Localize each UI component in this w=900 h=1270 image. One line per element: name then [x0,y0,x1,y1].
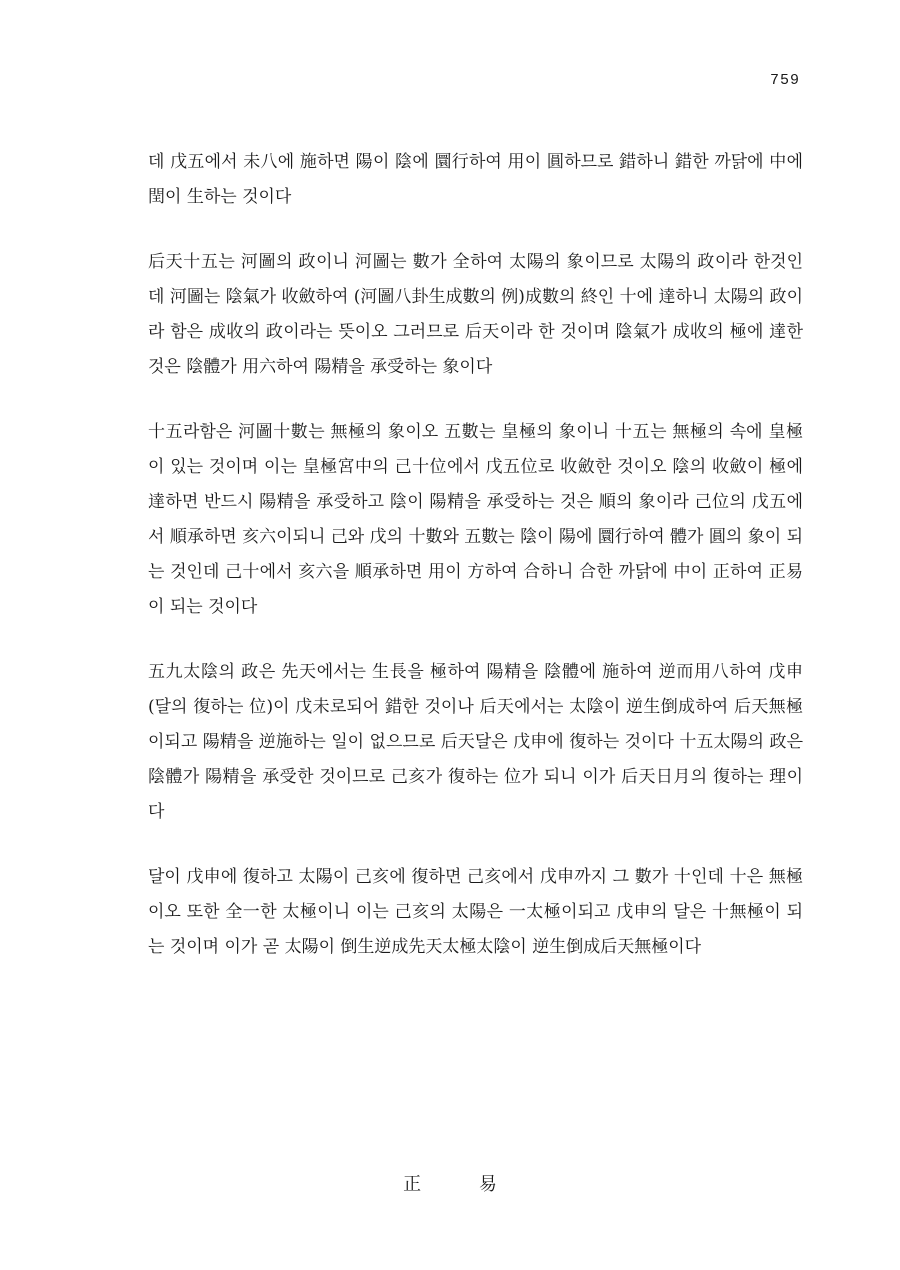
document-body [148,145,803,995]
page-footer-title: 正 易 [403,1174,523,1195]
page-number: 759 [769,72,800,89]
paragraph-1: 데 戊五에서 未八에 施하면 陽이 陰에 圜行하여 用이 圓하므로 錯하니 錯한 까닭에 中에 閏이 生하는 것이다 [148,152,803,207]
paragraph-3: 十五라함은 河圖十數는 無極의 象이오 五數는 皇極의 象이니 十五는 無極의 속에 皇極이 있는 것이며 이는 皇極宮中의 己十位에서 戊五位로 收斂한 것이오 陰의 收斂이 極에 達하면 반드시 陽精을 承受하고 陰이 陽精을 承受하는 것은 順의 象이라 己位의 戊五에서 順承하면 亥六이되니 己와 戊의 十數와 五數는 陰이 陽에 圜行하여 體가 圓의 象이 되는 것인데 己十에서 亥六을 順承하면 用이 方하여 合하니 合한 까닭에 中이 正하여 正易이 되는 것이다 [148,422,803,617]
paragraph-2: 后天十五는 河圖의 政이니 河圖는 數가 全하여 太陽의 象이므로 太陽의 政이라 한것인데 河圖는 陰氣가 收斂하여 (河圖八卦生成數의 例)成數의 終인 十에 達하니 太陽의 政이라 함은 成收의 政이라는 뜻이오 그러므로 后天이라 한 것이며 陰氣가 成收의 極에 達한 것은 陰體가 用六하여 陽精을 承受하는 象이다 [148,252,803,377]
paragraph-4: 五九太陰의 政은 先天에서는 生長을 極하여 陽精을 陰體에 施하여 逆而用八하여 戊申(달의 復하는 位)이 戊未로되어 錯한 것이나 后天에서는 太陰이 逆生倒成하여 后天無極이되고 陽精을 逆施하는 일이 없으므로 后天달은 戊申에 復하는 것이다 十五太陽의 政은 陰體가 陽精을 承受한 것이므로 己亥가 復하는 位가 되니 이가 后天日月의 復하는 理이다 [148,662,803,822]
paragraph-5: 달이 戊申에 復하고 太陽이 己亥에 復하면 己亥에서 戊申까지 그 數가 十인데 十은 無極이오 또한 全一한 太極이니 이는 己亥의 太陽은 一太極이되고 戊申의 달은 十無極이 되는 것이며 이가 곧 太陽이 倒生逆成先天太極太陰이 逆生倒成后天無極이다 [148,867,803,957]
